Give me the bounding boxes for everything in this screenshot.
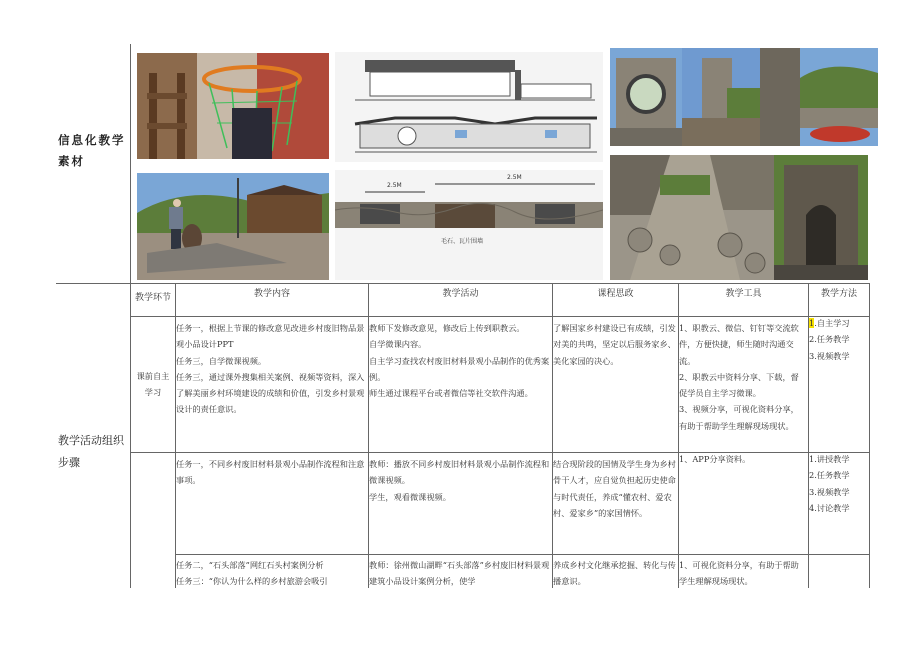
row2-content-text: 任务一，不同乡村废旧材料景观小品制作流程和注意事项。 [176, 459, 365, 486]
row2-ideology [553, 456, 677, 521]
row1-content-line: 任务一，根据上节课的修改意见改进乡村废旧物品景观小品设计PPT [176, 323, 365, 350]
row3-content-line: 任务三：“你认为什么样的乡村旅游会吸引 [176, 576, 328, 587]
materials-label: 信息化教学素材 [58, 133, 126, 168]
row2-bottom-line [175, 554, 870, 555]
photo-stone-gate [610, 48, 682, 146]
row1-method-item [809, 315, 869, 331]
row3-content-line: 任务二，“石头部落”网红石头村案例分析 [176, 560, 324, 570]
header-bottom-line [130, 316, 870, 317]
row2-activity-line: 教师：播放不同乡村废旧材料景观小品制作流程和微课视频。 [369, 459, 550, 486]
row1-method-item: 2.任务教学 [809, 334, 850, 345]
photo-stone-wall-flowers [760, 48, 878, 146]
row1-tools-line: 2、职教云中资料分享、下载，督促学员自主学习微课。 [679, 371, 799, 399]
row2-tools [679, 451, 807, 467]
drawing-stone-wall [335, 170, 603, 280]
row1-activity-line: 自主学习查找农村废旧材料景观小品制作的优秀案例。 [369, 355, 550, 382]
photo-man-pottery [137, 173, 329, 280]
row1-content-line: 任务三，通过课外搜集相关案例、视频等资料，深入了解美丽乡村环境建设的成绩和价值，引发乡村景观设计的责任意识。 [176, 371, 365, 415]
row2-method-item: 2.任务教学 [809, 470, 850, 481]
row1-ideology [553, 320, 677, 369]
row1-activity-line: 教师下发修改意见，修改后上传到职教云。 [369, 323, 525, 333]
row1-tools-line: 1、职教云、微信、钉钉等交流软件，方便快捷，师生随时沟通交流。 [679, 323, 799, 366]
photo-millstone-path [610, 155, 774, 280]
row1-stage-text: 课前自主学习 [136, 371, 170, 398]
header-stage: 教学环节 [134, 293, 171, 303]
row3-ideology [553, 557, 677, 588]
row2-ideology-text: 结合现阶段的国情及学生身为乡村骨干人才，应自觉负担起历史使命与时代责任，养成“懂农村、爱农村、爱家乡”的家国情怀。 [553, 459, 676, 518]
row1-stage [133, 368, 173, 401]
text-highlight: 1 [809, 318, 815, 328]
header-ideology: 课程思政 [597, 289, 634, 299]
row1-tools-line: 3、视频分享，可视化资料分享，有助于帮助学生理解现场现状。 [679, 404, 799, 431]
row2-content [176, 456, 366, 489]
row2-methods [809, 451, 869, 516]
header-content: 教学内容 [253, 289, 290, 299]
outer-right-border [869, 283, 870, 588]
photo-stone-arch [774, 155, 868, 280]
row3-activity-text: 教师：徐州微山湖畔“石头部落”乡村废旧材料景观建筑小品设计案例分析，使学 [369, 560, 550, 587]
row1-activity-line: 自学微课内容。 [369, 339, 427, 350]
materials-bottom-line [56, 283, 870, 284]
row2-activity [369, 456, 551, 505]
header-activity: 教学活动 [442, 289, 479, 299]
row3-ideology-text: 养成乡村文化继承挖掘、转化与传播意识。 [553, 560, 676, 587]
dim-label-right: 2.5M [507, 174, 522, 181]
row1-ideology-text: 了解国家乡村建设已有成绩，引发对美的共鸣，坚定以后服务家乡、美化家园的决心。 [553, 323, 676, 366]
row1-content [176, 320, 366, 418]
drawing-caption: 毛石、瓦片围墙 [441, 238, 484, 245]
row2-tools-text: 1、APP分享资料。 [679, 454, 751, 464]
row1-activity [369, 320, 551, 401]
photo-hoop-chair [137, 53, 329, 159]
row2-method-item: 4.讨论教学 [809, 502, 850, 513]
row1-methods [809, 315, 869, 364]
row1-method-text: .自主学习 [814, 318, 850, 328]
row3-tools-text: 1、可视化资料分享，有助于帮助学生理解现场现状。 [679, 560, 799, 587]
row1-content-line: 任务三，自学微课视频。 [176, 355, 267, 366]
activities-label: 教学活动组织步骤 [58, 434, 124, 469]
row2-method-item: 1.讲授教学 [809, 454, 850, 464]
drawing-elevations [335, 52, 603, 162]
row1-activity-line: 师生通过课程平台或者微信等社交软件沟通。 [369, 388, 533, 399]
row3-tools [679, 557, 807, 588]
row2-activity-line: 学生，观看微课视频。 [369, 491, 451, 502]
header-methods: 教学方法 [820, 289, 857, 299]
photo-stone-tower [682, 48, 760, 146]
row3-content [176, 557, 366, 588]
header-tools: 教学工具 [725, 289, 762, 299]
row2-method-item: 3.视频教学 [809, 486, 850, 497]
row1-method-item: 3.视频教学 [809, 350, 850, 361]
dim-label-left: 2.5M [387, 182, 402, 189]
row1-tools [679, 320, 807, 434]
row3-activity [369, 557, 551, 588]
